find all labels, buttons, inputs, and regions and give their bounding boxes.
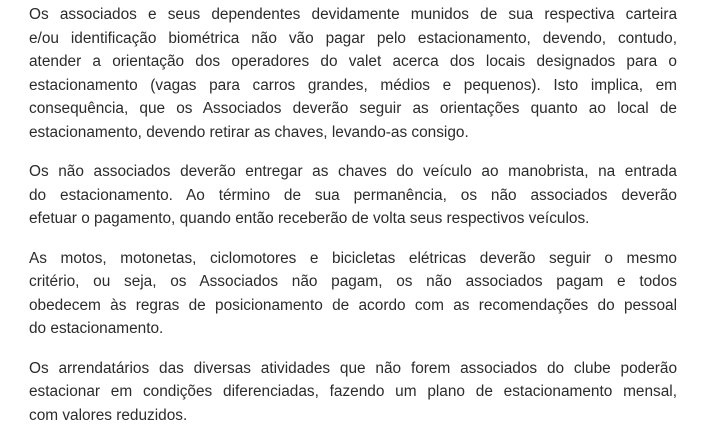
text-line: As motos, motonetas, ciclomotores e bicicletas elétricas deverão seguir o mesmo bbox=[29, 249, 677, 267]
paragraph-associados bbox=[29, 3, 677, 144]
text-line: com valores reduzidos. bbox=[29, 406, 188, 424]
paragraph-arrendatarios bbox=[29, 357, 677, 428]
text-line: atender a orientação dos operadores do valet acerca dos locais designados para o bbox=[29, 53, 677, 70]
paragraph-nao-associados bbox=[29, 160, 677, 231]
text-line: Os não associados deverão entregar as chaves do veículo ao manobrista, na entrada bbox=[29, 163, 677, 180]
text-line: efetuar o pagamento, quando então receberão de volta seus respectivos veículos. bbox=[29, 210, 590, 227]
text-line: critério, ou seja, os Associados não pagam, os não associados pagam e todos bbox=[29, 273, 677, 290]
text-line: Os arrendatários das diversas atividades que não forem associados do clube poderão bbox=[29, 359, 677, 377]
text-line: estacionar em condições diferenciadas, fazendo um plano de estacionamento mensal, bbox=[29, 383, 677, 400]
text-line: do estacionamento. Ao término de sua permanência, os não associados deverão bbox=[29, 186, 677, 204]
text-line: estacionamento, devendo retirar as chaves, levando-as consigo. bbox=[29, 123, 469, 141]
paragraph-motos bbox=[29, 247, 677, 341]
document-body bbox=[29, 3, 677, 443]
text-line: do estacionamento. bbox=[29, 320, 164, 337]
text-line: estacionamento (vagas para carros grandes, médios e pequenos). Isto implica, em bbox=[29, 76, 677, 94]
text-line: obedecem às regras de posicionamento de acordo com as recomendações do pessoal bbox=[29, 296, 677, 314]
text-line: Os associados e seus dependentes devidamente munidos de sua respectiva carteira bbox=[29, 6, 677, 23]
text-line: consequência, que os Associados deverão seguir as orientações quanto ao local de bbox=[29, 100, 677, 117]
text-line: e/ou identificação biométrica não vão pagar pelo estacionamento, devendo, contudo, bbox=[29, 29, 677, 47]
